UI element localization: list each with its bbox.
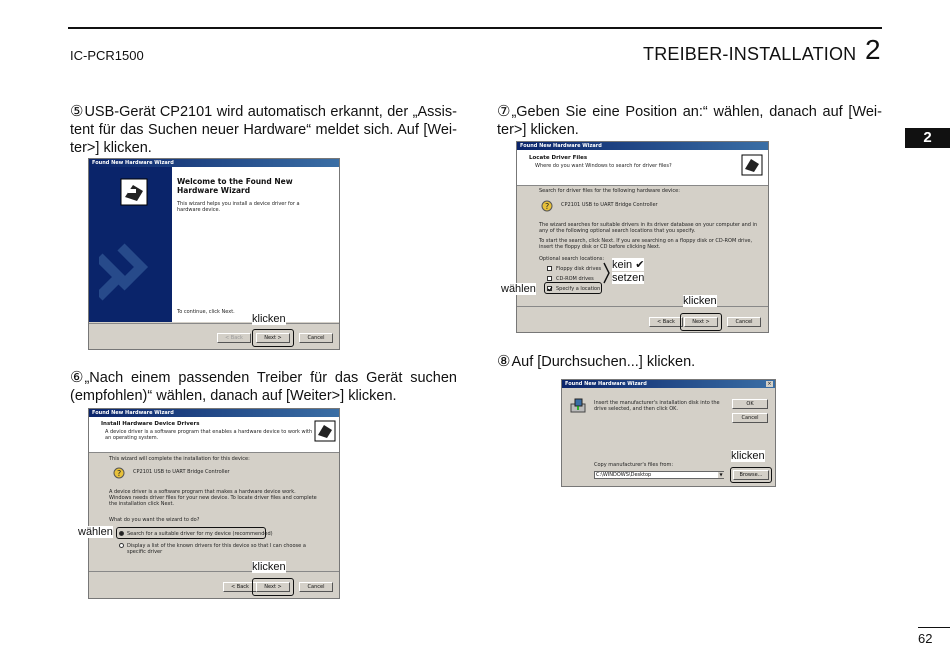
location-label[interactable]: Specify a location bbox=[556, 286, 601, 292]
svg-text:?: ? bbox=[545, 202, 550, 211]
copy-label: Copy manufacturer's files from: bbox=[594, 462, 674, 468]
option-search[interactable]: Search for a suitable driver for my device (recommended) bbox=[127, 531, 273, 537]
back-button[interactable]: < Back bbox=[223, 582, 257, 592]
dialog-title: Found New Hardware Wizard bbox=[517, 142, 768, 150]
highlight-next bbox=[252, 578, 294, 596]
step-text: USB-Gerät CP2101 wird automatisch erkannt, der „Assistent für das Suchen neuer Hardware“ meldet sich. Auf [Weiter>] klicken. bbox=[70, 104, 457, 156]
explanation-2: To start the search, click Next. If you are searching on a floppy disk or CD-ROM drive, insert the floppy disk or CD before clicking Next. bbox=[539, 238, 753, 250]
locate-driver-dialog bbox=[516, 141, 769, 333]
highlight-search-option bbox=[116, 527, 266, 539]
device-name: CP2101 USB to UART Bridge Controller bbox=[133, 469, 230, 475]
step-number: ⑦ bbox=[497, 103, 511, 120]
step-text: Auf [Durchsuchen...] klicken. bbox=[511, 354, 696, 370]
step-6 bbox=[70, 369, 457, 405]
browse-button[interactable]: Browse... bbox=[733, 470, 769, 480]
cancel-button[interactable]: Cancel bbox=[299, 333, 333, 343]
next-button[interactable]: Next > bbox=[256, 333, 290, 343]
floppy-label[interactable]: Floppy disk drives bbox=[556, 266, 602, 272]
hardware-wizard-icon bbox=[119, 177, 149, 207]
callout-klicken: klicken bbox=[683, 295, 717, 307]
footer-rule bbox=[918, 627, 950, 628]
path-combobox[interactable]: C:\WINDOWS\Desktop bbox=[594, 471, 724, 479]
cdrom-checkbox[interactable] bbox=[547, 276, 552, 281]
step-number: ⑤ bbox=[70, 103, 84, 120]
dialog-subheading: Where do you want Windows to search for driver files? bbox=[535, 163, 672, 169]
cdrom-label[interactable]: CD-ROM drives bbox=[556, 276, 594, 282]
explanation: A device driver is a software program that makes a hardware device work. Windows needs driver files for your new device. To locate driver files and complete the installation click Next. bbox=[109, 489, 317, 507]
highlight-next bbox=[680, 313, 722, 331]
callout-klicken: klicken bbox=[731, 450, 765, 462]
step-7 bbox=[497, 103, 882, 139]
header-rule bbox=[68, 27, 882, 29]
next-button[interactable]: Next > bbox=[684, 317, 718, 327]
option-list[interactable]: Display a list of the known drivers for this device so that I can choose a specific driver bbox=[127, 543, 306, 555]
hardware-wizard-icon bbox=[741, 154, 763, 176]
callout-klicken: klicken bbox=[252, 313, 286, 325]
optional-label: Optional search locations: bbox=[539, 256, 605, 262]
intro-line: Search for driver files for the following hardware device: bbox=[539, 188, 680, 194]
callout-klicken: klicken bbox=[252, 561, 286, 573]
page-number: 62 bbox=[918, 631, 933, 646]
dialog-subheading: A device driver is a software program that enables a hardware device to work with an operating system. bbox=[105, 429, 313, 441]
highlight-browse bbox=[730, 467, 772, 483]
back-button[interactable]: < Back bbox=[217, 333, 251, 343]
cancel-button[interactable]: Cancel bbox=[727, 317, 761, 327]
callout-kein: kein ✔ bbox=[612, 259, 645, 271]
section-title: TREIBER-INSTALLATION bbox=[643, 44, 857, 64]
chapter-tab: 2 bbox=[905, 128, 950, 148]
dialog-heading: Welcome to the Found New Hardware Wizard bbox=[177, 177, 293, 195]
device-icon bbox=[113, 467, 125, 479]
section-number: 2 bbox=[865, 34, 881, 65]
dialog-title: Found New Hardware Wizard bbox=[89, 409, 339, 417]
dialog-title: Found New Hardware Wizard bbox=[89, 159, 339, 167]
chevron-down-icon[interactable]: ▼ bbox=[719, 472, 723, 477]
step-number: ⑧ bbox=[497, 353, 511, 370]
dialog-footer: To continue, click Next. bbox=[177, 309, 235, 315]
callout-waehlen: wählen bbox=[78, 526, 113, 538]
callout-waehlen: wählen bbox=[501, 283, 536, 295]
highlight-next bbox=[252, 329, 294, 347]
svg-text:?: ? bbox=[117, 469, 122, 478]
dialog-heading: Locate Driver Files bbox=[529, 155, 588, 161]
next-button[interactable]: Next > bbox=[256, 582, 290, 592]
model-name: IC-PCR1500 bbox=[70, 48, 144, 63]
step-number: ⑥ bbox=[70, 369, 84, 386]
dialog-heading: Install Hardware Device Drivers bbox=[101, 421, 200, 427]
intro-line: This wizard will complete the installation for this device: bbox=[109, 456, 250, 462]
close-icon[interactable]: × bbox=[767, 381, 772, 387]
dialog-body: This wizard helps you install a device driver for a hardware device. bbox=[177, 201, 300, 213]
radio-list[interactable] bbox=[119, 543, 124, 548]
cancel-button[interactable]: Cancel bbox=[732, 413, 768, 423]
welcome-dialog bbox=[88, 158, 340, 350]
cancel-button[interactable]: Cancel bbox=[299, 582, 333, 592]
question: What do you want the wizard to do? bbox=[109, 517, 200, 523]
step-5 bbox=[70, 103, 457, 157]
highlight-location bbox=[544, 282, 602, 294]
step-8 bbox=[497, 353, 882, 371]
hardware-wizard-icon bbox=[314, 420, 336, 442]
bracket-icon bbox=[603, 262, 611, 284]
step-text: „Nach einem passenden Treiber für das Gerät suchen (empfohlen)“ wählen, danach auf [Weiter>] klicken. bbox=[70, 370, 457, 404]
device-icon bbox=[541, 200, 553, 212]
callout-setzen: setzen bbox=[612, 272, 645, 284]
decorative-chevrons bbox=[99, 237, 159, 317]
dialog-message: Insert the manufacturer's installation disk into the drive selected, and then click OK. bbox=[594, 400, 720, 412]
ok-button[interactable]: OK bbox=[732, 399, 768, 409]
device-name: CP2101 USB to UART Bridge Controller bbox=[561, 202, 658, 208]
back-button[interactable]: < Back bbox=[649, 317, 683, 327]
install-drivers-dialog bbox=[88, 408, 340, 599]
disk-drive-icon bbox=[570, 398, 586, 414]
install-from-disk-dialog bbox=[561, 379, 776, 487]
step-text: „Geben Sie eine Position an:“ wählen, danach auf [Weiter>] klicken. bbox=[497, 104, 882, 138]
floppy-checkbox[interactable] bbox=[547, 266, 552, 271]
dialog-title: Found New Hardware Wizard bbox=[562, 380, 775, 388]
explanation: The wizard searches for suitable drivers in its driver database on your computer and in any of the following optional search locations that you specify. bbox=[539, 222, 758, 234]
